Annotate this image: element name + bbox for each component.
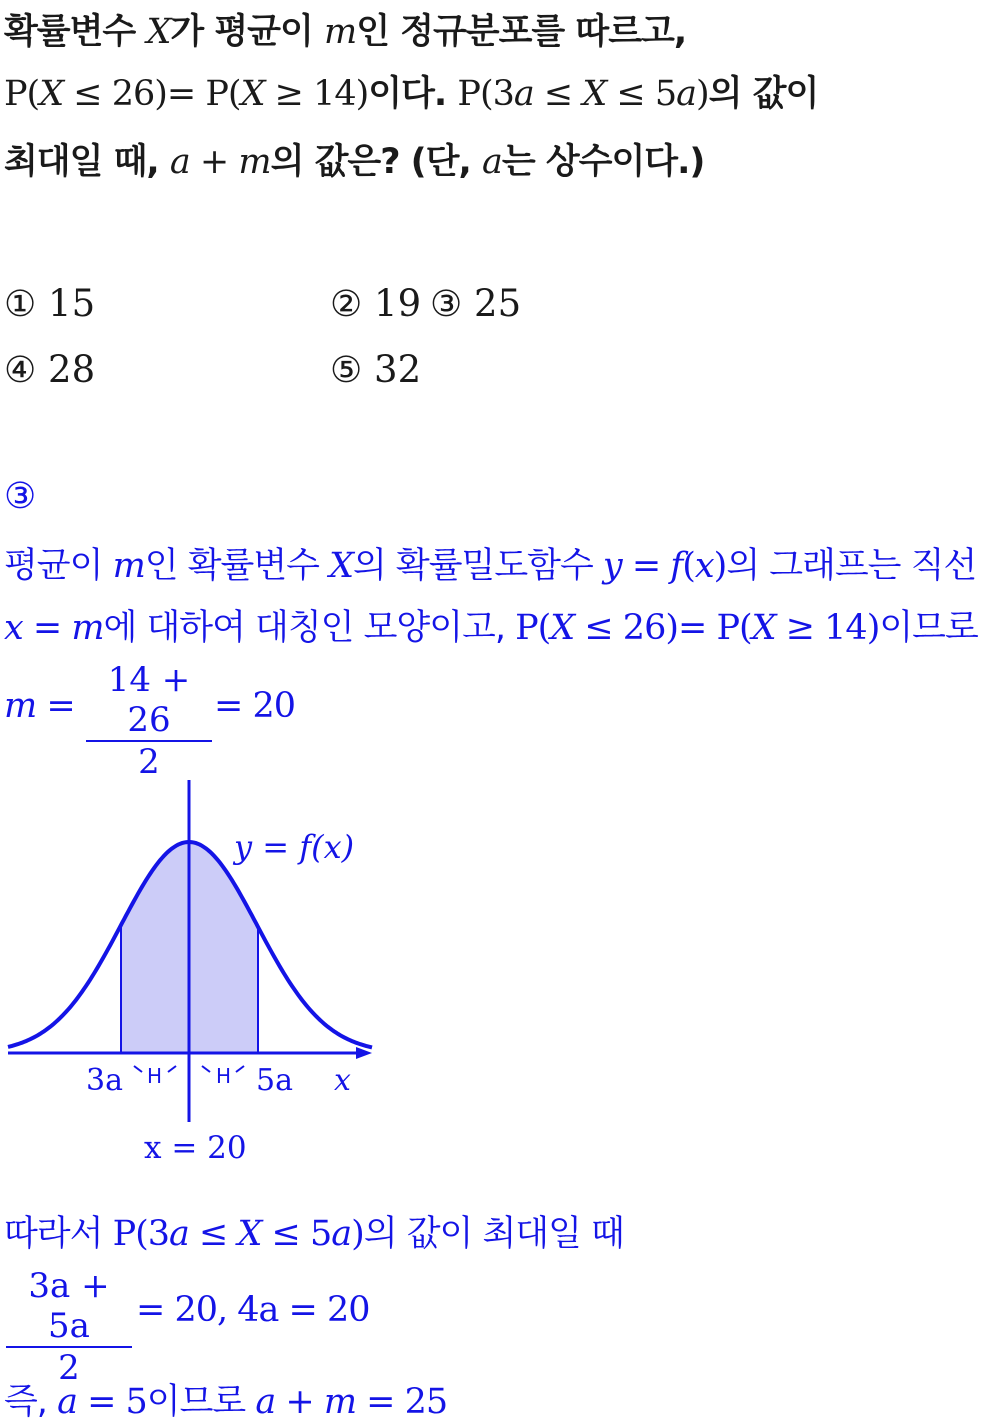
math-expr: ≥ 14) <box>775 608 880 648</box>
solution-text: 따라서 <box>4 1214 113 1254</box>
math-var: X <box>329 546 353 586</box>
math-var: x <box>694 546 714 586</box>
midpoint-fraction <box>6 1266 132 1388</box>
right-bound-label: 5a <box>256 1063 293 1098</box>
question-text: 의 값은? (단, <box>270 142 482 182</box>
curve-label: y = f(x) <box>234 828 355 866</box>
mean-fraction <box>86 660 212 782</box>
math-var: X <box>240 74 265 114</box>
normal-distribution-graph <box>0 770 400 1170</box>
math-var: m <box>238 142 271 182</box>
math-expr: ( <box>682 546 695 586</box>
math-var: a <box>57 1382 77 1422</box>
math-expr: + <box>189 142 239 182</box>
solution-line-2 <box>4 600 978 650</box>
math-var: m <box>4 686 37 726</box>
math-var: f <box>670 546 683 586</box>
math-var: m <box>112 546 145 586</box>
math-expr: = <box>621 546 671 586</box>
left-bound-label: 3a <box>86 1063 123 1098</box>
gap-marker-left: H <box>147 1064 163 1088</box>
math-var: X <box>751 608 776 648</box>
solution-text: 에 대하여 대칭인 모양이고, <box>103 608 516 648</box>
center-label: x = 20 <box>144 1130 247 1166</box>
fraction-numerator: 3a + 5a <box>28 1266 110 1346</box>
math-var: X <box>39 74 64 114</box>
question-text: 최대일 때, <box>4 142 170 182</box>
math-var: y <box>602 546 622 586</box>
math-expr: ≤ 26)= P( <box>574 608 752 648</box>
fraction-numerator: 14 + 26 <box>107 660 191 740</box>
choice-marker: ④ <box>4 350 37 391</box>
choice-marker: ③ <box>430 284 463 325</box>
gap-tick <box>134 1066 142 1072</box>
math-expr: ≤ 5 <box>606 74 677 114</box>
math-expr: ) <box>351 1214 364 1254</box>
choice-value: 15 <box>48 282 96 325</box>
math-var: a <box>169 1214 189 1254</box>
question-text: 는 상수이다.) <box>501 142 705 182</box>
choice-value: 25 <box>474 282 522 325</box>
math-expr: ) <box>713 546 727 586</box>
math-expr: ≤ 26)= P( <box>63 74 241 114</box>
math-expr: = <box>36 686 75 726</box>
math-var: a <box>255 1382 276 1422</box>
math-var: x <box>4 608 23 648</box>
math-var: X <box>237 1214 262 1254</box>
choice-marker: ⑤ <box>330 350 363 391</box>
math-expr: = 5 <box>76 1382 147 1422</box>
math-expr: P(3 <box>457 74 514 114</box>
choice-value: 19 <box>374 282 422 325</box>
math-var: a <box>331 1214 352 1254</box>
math-expr: ≤ <box>188 1214 238 1254</box>
math-var: a <box>169 142 190 182</box>
choice-marker: ② <box>330 284 363 325</box>
math-expr: ≤ 5 <box>261 1214 332 1254</box>
solution-line-6 <box>4 1374 447 1424</box>
math-expr: P(3 <box>112 1214 170 1254</box>
math-var: a <box>676 74 696 114</box>
math-var: X <box>146 12 171 52</box>
choice-5[interactable] <box>330 348 421 391</box>
choice-2[interactable] <box>330 282 421 325</box>
question-line-1 <box>4 4 686 54</box>
math-expr: P( <box>515 608 551 648</box>
solution-text: 의 값이 최대일 때 <box>363 1214 624 1254</box>
question-text: 가 평균이 <box>170 12 324 52</box>
fraction-denominator: 2 <box>138 742 160 782</box>
mean-equation-lhs <box>4 686 75 726</box>
math-expr: + <box>275 1382 324 1422</box>
question-text: 인 정규분포를 따르고, <box>356 12 687 52</box>
math-var: a <box>513 74 534 114</box>
gap-marker-right: H <box>216 1064 232 1088</box>
math-expr: P( <box>4 74 40 114</box>
fraction-denominator: 2 <box>58 1348 80 1388</box>
solution-text: 이므로 <box>146 1382 256 1422</box>
midpoint-equation-rhs: = 20, 4a = 20 <box>136 1290 370 1330</box>
question-line-2 <box>4 66 818 116</box>
mean-equation-rhs: = 20 <box>214 686 295 726</box>
answer-marker: ③ <box>4 476 37 517</box>
x-axis-label: x <box>334 1063 351 1098</box>
math-var: X <box>582 74 607 114</box>
solution-text: 즉, <box>4 1382 58 1422</box>
solution-text: 의 확률밀도함수 <box>353 546 603 586</box>
gap-tick <box>168 1066 176 1072</box>
math-var: m <box>323 1382 357 1422</box>
gap-tick <box>202 1066 210 1072</box>
question-text: 의 값이 <box>708 74 819 114</box>
choice-3[interactable] <box>430 282 521 325</box>
math-var: a <box>481 142 502 182</box>
solution-line-4 <box>4 1206 624 1256</box>
choice-4[interactable] <box>4 348 95 391</box>
choice-value: 32 <box>374 348 422 391</box>
math-expr: ≤ <box>533 74 583 114</box>
math-expr: ) <box>695 74 709 114</box>
math-var: X <box>550 608 575 648</box>
choice-1[interactable] <box>4 282 95 325</box>
question-text: 확률변수 <box>4 12 147 52</box>
choice-value: 28 <box>48 348 96 391</box>
question-text: 이다. <box>368 74 458 114</box>
solution-text: 인 확률변수 <box>144 546 330 586</box>
gap-tick <box>236 1066 244 1072</box>
math-expr: = <box>22 608 72 648</box>
math-var: m <box>323 12 357 52</box>
solution-text: 평균이 <box>4 546 113 586</box>
math-var: m <box>71 608 104 648</box>
question-line-3 <box>4 134 704 184</box>
choice-marker: ① <box>4 284 37 325</box>
math-expr: ≥ 14) <box>264 74 369 114</box>
solution-line-1 <box>4 538 976 588</box>
solution-text: 이므로 <box>879 608 978 648</box>
solution-text: 의 그래프는 직선 <box>726 546 977 586</box>
math-expr: = 25 <box>356 1382 448 1422</box>
